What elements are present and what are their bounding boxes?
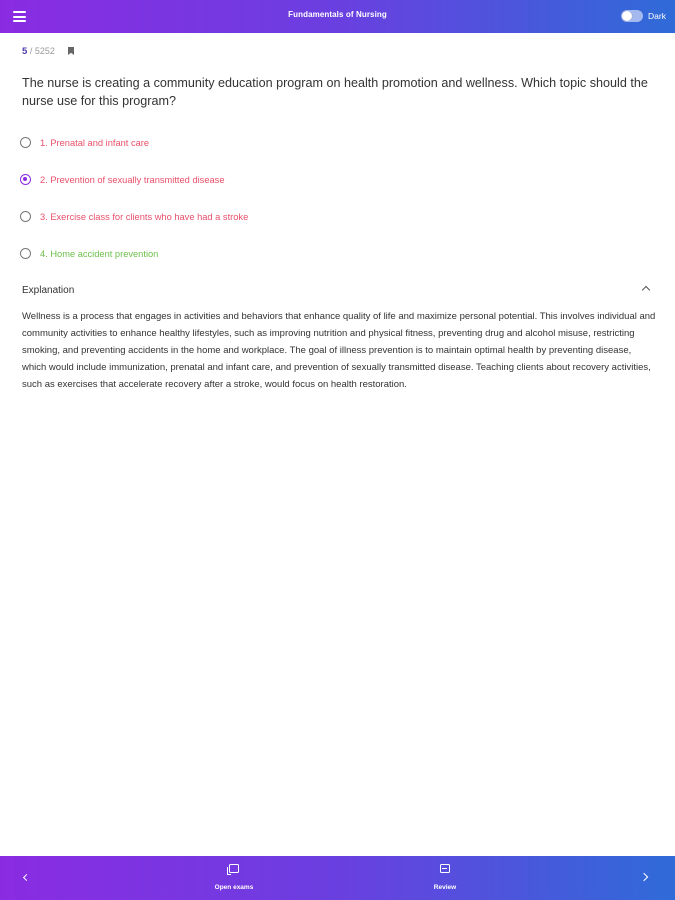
dark-mode-label: Dark — [648, 11, 666, 21]
radio-button[interactable] — [20, 137, 31, 148]
option-label: 3. Exercise class for clients who have had a stroke — [40, 212, 249, 222]
radio-button[interactable] — [20, 248, 31, 259]
explanation-text: Wellness is a process that engages in activities and behaviors that enhance quality of life and maximize personal potential. This involves individual and community activities to enhance healthy lifestyles, such as improving nutrition and physical fitness, preventing drug and alcohol misuse, restricting smoking, and preventing accidents in the home and workplace. The goal of illness prevention is to maintain optimal health by preventing disease, which would include immunization, prenatal and infant care, and prevention of sexually transmitted disease. Teaching clients about recovery activities, such as exercises that accelerate recovery after a stroke, would focus on health restoration. — [22, 311, 656, 390]
review-icon — [440, 864, 450, 873]
review-label: Review — [433, 884, 457, 891]
top-app-bar — [0, 0, 675, 33]
option-label: 4. Home accident prevention — [40, 249, 159, 259]
toggle-knob — [622, 11, 632, 21]
open-exams-label: Open exams — [214, 884, 254, 891]
radio-button-selected[interactable] — [20, 174, 31, 185]
bookmark-icon[interactable] — [68, 47, 74, 55]
total-questions: / 5252 — [29, 46, 55, 56]
open-exams-icon — [229, 864, 239, 873]
explanation-header[interactable]: Explanation — [22, 285, 75, 296]
dark-mode-toggle[interactable] — [621, 10, 643, 22]
open-exams-button[interactable] — [204, 864, 264, 894]
question-text: The nurse is creating a community education program on health promotion and wellness. Which topic should the nurse use for this program? — [22, 76, 648, 108]
review-button[interactable] — [415, 864, 475, 894]
option-label: 1. Prenatal and infant care — [40, 138, 150, 148]
chevron-left-icon[interactable] — [23, 874, 30, 881]
bottom-nav-bar — [0, 856, 675, 900]
chevron-right-icon[interactable] — [640, 873, 648, 881]
current-question-number: 5 — [22, 46, 28, 57]
chevron-up-icon[interactable] — [642, 286, 650, 294]
question-counter — [22, 46, 55, 57]
option-label: 2. Prevention of sexually transmitted disease — [40, 175, 225, 185]
app-title: Fundamentals of Nursing — [288, 10, 387, 19]
radio-button[interactable] — [20, 211, 31, 222]
